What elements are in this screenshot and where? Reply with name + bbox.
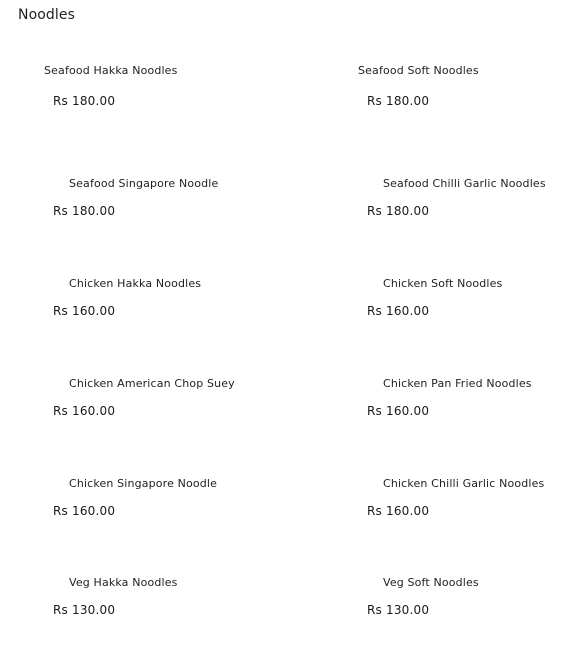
menu-item-name: Chicken Soft Noodles [383, 277, 503, 290]
menu-item-price: Rs 160.00 [367, 504, 430, 518]
menu-item-price: Rs 130.00 [367, 603, 430, 617]
menu-item-price: Rs 160.00 [367, 304, 430, 318]
menu-item-name: Chicken Chilli Garlic Noodles [383, 477, 545, 490]
menu-item-name: Chicken American Chop Suey [69, 377, 235, 390]
menu-item-price: Rs 180.00 [367, 94, 430, 108]
section-title: Noodles [18, 7, 75, 23]
menu-item-name: Veg Hakka Noodles [69, 576, 178, 589]
menu-item-price: Rs 180.00 [53, 94, 116, 108]
menu-item-name: Seafood Soft Noodles [358, 64, 479, 77]
menu-item-name: Chicken Singapore Noodle [69, 477, 218, 490]
menu-item-price: Rs 160.00 [367, 404, 430, 418]
menu-item-name: Chicken Pan Fried Noodles [383, 377, 532, 390]
menu-item-name: Chicken Hakka Noodles [69, 277, 202, 290]
menu-item-price: Rs 130.00 [53, 603, 116, 617]
menu-item-price: Rs 180.00 [367, 204, 430, 218]
menu-item-name: Seafood Chilli Garlic Noodles [383, 177, 546, 190]
menu-item-price: Rs 180.00 [53, 204, 116, 218]
menu-item-name: Seafood Singapore Noodle [69, 177, 219, 190]
menu-item-price: Rs 160.00 [53, 504, 116, 518]
menu-item-price: Rs 160.00 [53, 404, 116, 418]
menu-item-name: Veg Soft Noodles [383, 576, 479, 589]
menu-item-price: Rs 160.00 [53, 304, 116, 318]
menu-item-name: Seafood Hakka Noodles [44, 64, 178, 77]
